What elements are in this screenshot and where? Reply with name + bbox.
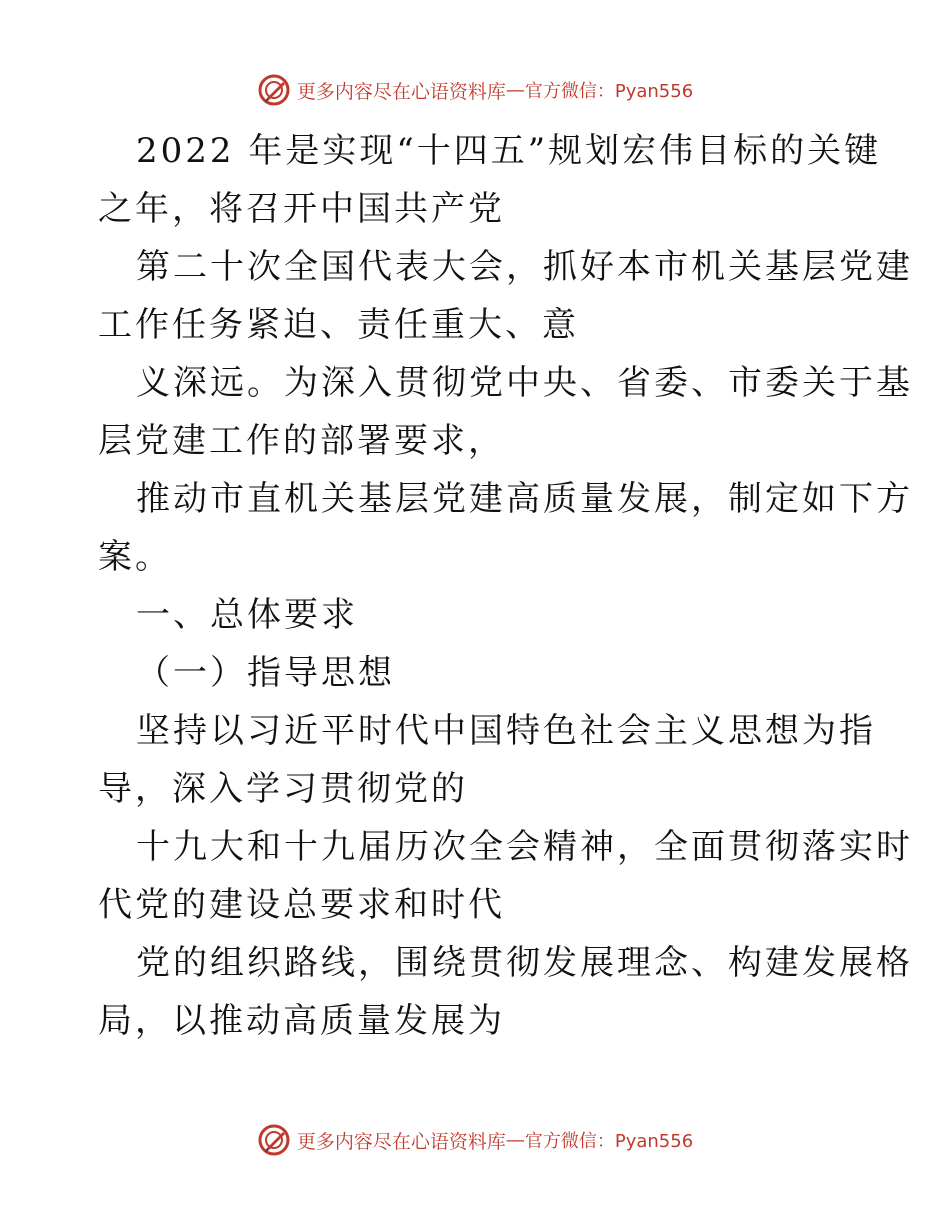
watermark-dash: —	[505, 79, 525, 101]
subsection-heading: （一）指导思想	[136, 653, 395, 693]
watermark-main-text: 更多内容尽在心语资料库	[296, 80, 506, 103]
watermark-dash: —	[505, 1129, 525, 1151]
body-line: 代党的建设总要求和时代	[98, 885, 505, 925]
body-line: 党的组织路线，围绕贯彻发展理念、构建发展格	[136, 943, 913, 983]
pen-logo-icon	[257, 1123, 291, 1157]
body-line: 第二十次全国代表大会，抓好本市机关基层党建	[136, 247, 913, 287]
body-line: 义深远。为深入贯彻党中央、省委、市委关于基	[136, 363, 913, 403]
watermark-main-text: 更多内容尽在心语资料库	[296, 1130, 506, 1153]
pen-logo-icon	[257, 73, 291, 107]
body-line: 推动市直机关基层党建高质量发展，制定如下方	[136, 479, 913, 519]
watermark-contact-text: 官方微信：Pyan556	[524, 1131, 694, 1152]
body-line: 2022 年是实现“十四五”规划宏伟目标的关键	[136, 131, 882, 171]
body-line: 坚持以习近平时代中国特色社会主义思想为指	[136, 711, 876, 751]
header-watermark	[0, 70, 950, 110]
body-line: 案。	[98, 537, 172, 577]
document-body	[98, 122, 913, 1050]
footer-watermark	[0, 1120, 950, 1160]
body-line: 层党建工作的部署要求，	[98, 421, 505, 461]
body-line: 工作任务紧迫、责任重大、意	[98, 305, 579, 345]
body-line: 之年，将召开中国共产党	[98, 189, 505, 229]
section-heading: 一、总体要求	[136, 595, 358, 635]
watermark-contact-text: 官方微信：Pyan556	[524, 81, 694, 102]
body-line: 导，深入学习贯彻党的	[98, 769, 468, 809]
body-line: 局，以推动高质量发展为	[98, 1001, 505, 1041]
body-line: 十九大和十九届历次全会精神，全面贯彻落实时	[136, 827, 913, 867]
